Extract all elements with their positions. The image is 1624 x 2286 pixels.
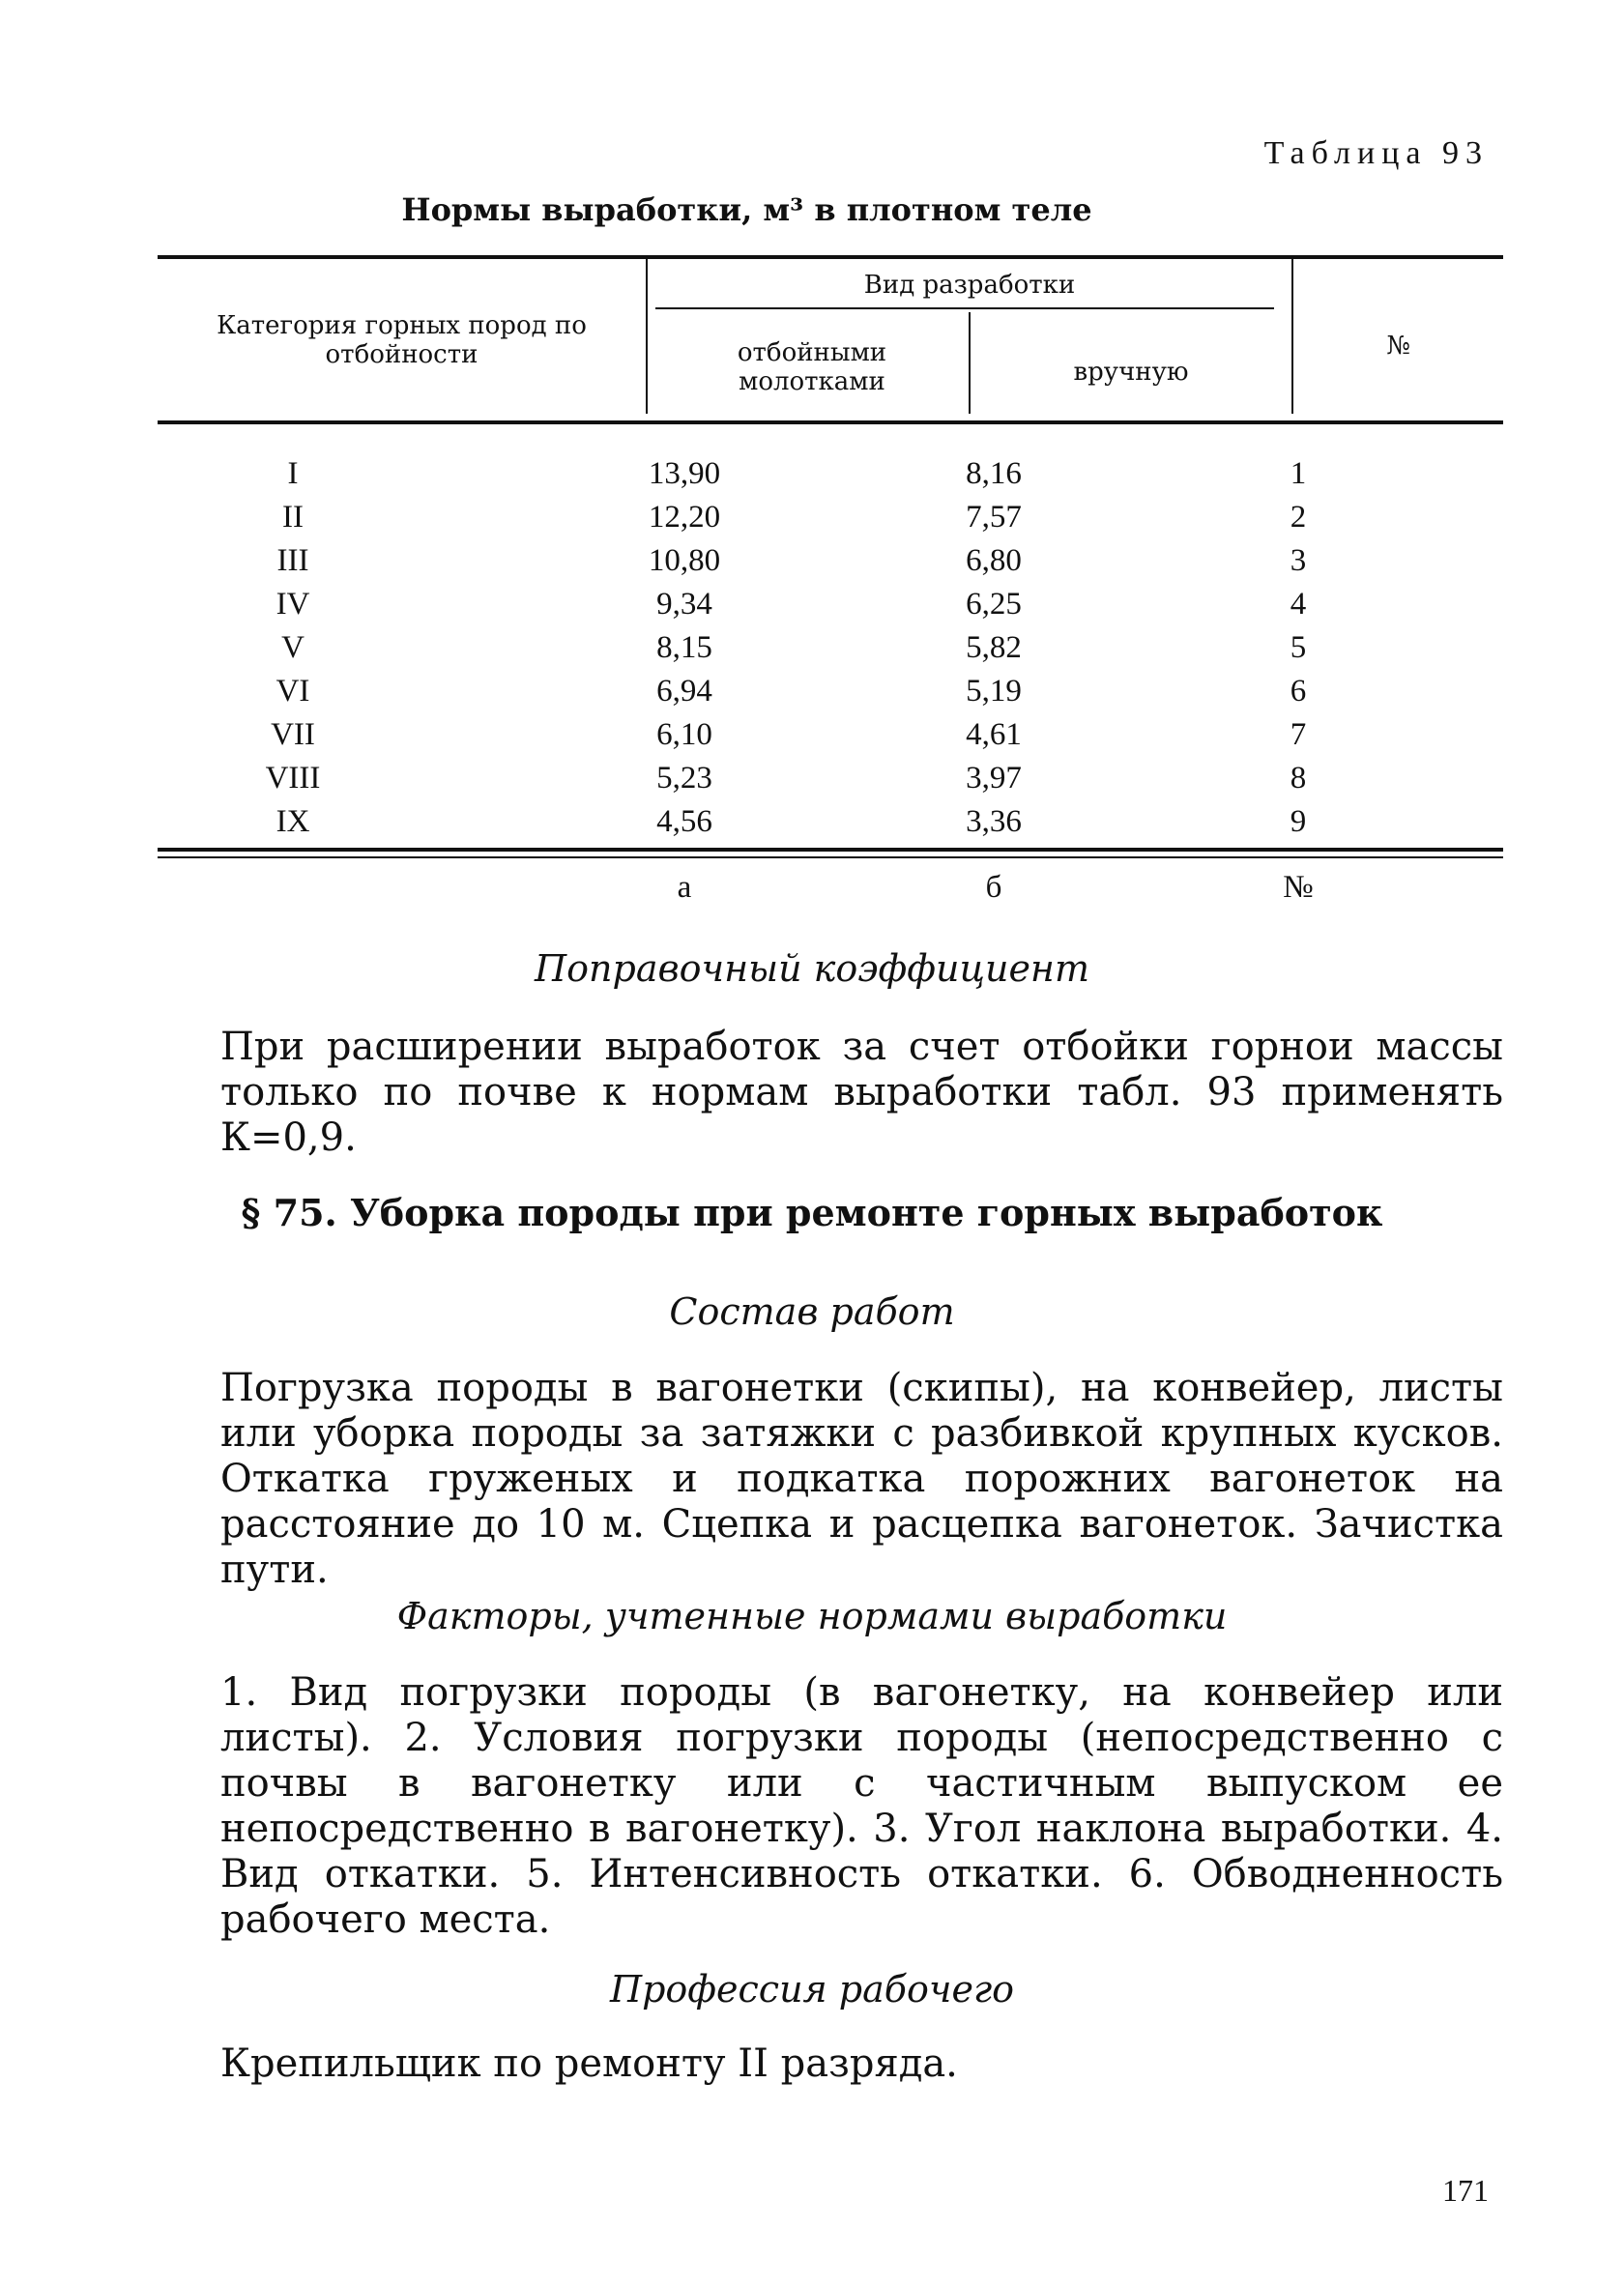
cell-category: VII bbox=[271, 717, 315, 752]
cell-a: 13,90 bbox=[648, 456, 721, 491]
table-row bbox=[158, 757, 1503, 800]
col-b-header: вручную bbox=[1073, 358, 1189, 387]
cell-b: 3,97 bbox=[966, 761, 1022, 796]
cell-category: I bbox=[287, 456, 299, 491]
table-row bbox=[158, 539, 1503, 583]
correction-paragraph: При расширении выработок за счет отбойки горнои массы только по почве к нормам выработки табл. 93 применять К=0,9. bbox=[220, 1025, 1503, 1160]
cell-num: 5 bbox=[1290, 630, 1307, 665]
cell-category: II bbox=[282, 500, 304, 535]
factors-text bbox=[155, 1670, 1503, 1943]
table-row bbox=[158, 583, 1503, 626]
table-title: Нормы выработки, м³ в плотном теле bbox=[401, 191, 1092, 228]
correction-heading: Поправочный коэффициент bbox=[535, 947, 1089, 990]
profession-paragraph: Крепильщик по ремонту II разряда. bbox=[220, 2041, 958, 2086]
cell-num: 3 bbox=[1290, 543, 1307, 578]
factors-heading: Факторы, учтенные нормами выработки bbox=[396, 1595, 1228, 1637]
table-label: Таблица 93 bbox=[1263, 135, 1489, 171]
table-row bbox=[158, 713, 1503, 757]
table-row bbox=[158, 496, 1503, 539]
composition-text bbox=[155, 1366, 1503, 1593]
cell-a: 8,15 bbox=[656, 630, 712, 665]
cell-num: 8 bbox=[1290, 761, 1307, 796]
correction-text bbox=[155, 1025, 1503, 1161]
cell-category: III bbox=[276, 543, 309, 578]
cell-num: 4 bbox=[1290, 587, 1307, 622]
factors-paragraph: 1. Вид погрузки породы (в вагонетку, на конвейер или листы). 2. Условия погрузки породы (непосредственно с почвы в вагонетку или с частичным выпуском ее непосредственно в вагонетку). 3. Угол наклона выработки. 4. Вид откатки. 5. Интенсивность откатки. 6. Обводненность рабочего места. bbox=[220, 1670, 1503, 1942]
cell-num: 9 bbox=[1290, 804, 1307, 839]
table-row bbox=[158, 452, 1503, 496]
cell-category: VI bbox=[276, 674, 310, 709]
cell-b: 5,19 bbox=[966, 674, 1022, 709]
cell-category: IX bbox=[276, 804, 310, 839]
cell-category: V bbox=[281, 630, 304, 665]
footer-a: а bbox=[677, 870, 692, 905]
cell-b: 5,82 bbox=[966, 630, 1022, 665]
cell-a: 6,94 bbox=[656, 674, 712, 709]
table-footer bbox=[158, 866, 1503, 910]
cell-a: 6,10 bbox=[656, 717, 712, 752]
profession-text bbox=[155, 2041, 1503, 2087]
table-bottom-rule-2 bbox=[158, 856, 1503, 858]
table-row bbox=[158, 626, 1503, 670]
page-number: 171 bbox=[1442, 2173, 1489, 2208]
col-a-header: отбойными молотками bbox=[737, 338, 887, 396]
table-row bbox=[158, 800, 1503, 844]
composition-heading: Состав работ bbox=[669, 1290, 955, 1333]
cell-num: 2 bbox=[1290, 500, 1307, 535]
cell-a: 4,56 bbox=[656, 804, 712, 839]
cell-a: 10,80 bbox=[648, 543, 721, 578]
cell-num: 6 bbox=[1290, 674, 1307, 709]
cell-b: 6,25 bbox=[966, 587, 1022, 622]
table-top-rule bbox=[158, 255, 1503, 259]
cell-b: 3,36 bbox=[966, 804, 1022, 839]
composition-paragraph: Погрузка породы в вагонетки (скипы), на конвейер, листы или уборка породы за затяжки с разбивкой крупных кусков. Откатка груженых и подкатка порожних вагонеток на расстояние до 10 м. Сцепка и расцепка вагонеток. Зачистка пути. bbox=[220, 1366, 1503, 1592]
table-body bbox=[158, 452, 1503, 844]
cell-b: 7,57 bbox=[966, 500, 1022, 535]
cell-num: 7 bbox=[1290, 717, 1307, 752]
cell-num: 1 bbox=[1290, 456, 1307, 491]
table-row bbox=[158, 670, 1503, 713]
group-header-underline bbox=[655, 307, 1274, 309]
col-category-header: Категория горных пород по отбойности bbox=[217, 311, 587, 369]
footer-b: б bbox=[985, 870, 1002, 905]
table-header-rule bbox=[158, 420, 1503, 424]
cell-a: 5,23 bbox=[656, 761, 712, 796]
profession-heading: Профессия рабочего bbox=[609, 1968, 1015, 2011]
cell-b: 4,61 bbox=[966, 717, 1022, 752]
section-heading: § 75. Уборка породы при ремонте горных выработок bbox=[241, 1191, 1383, 1234]
cell-a: 9,34 bbox=[656, 587, 712, 622]
cell-category: IV bbox=[276, 587, 310, 622]
footer-num: № bbox=[1283, 870, 1314, 905]
cell-category: VIII bbox=[265, 761, 321, 796]
cell-b: 8,16 bbox=[966, 456, 1022, 491]
cell-a: 12,20 bbox=[648, 500, 721, 535]
cell-b: 6,80 bbox=[966, 543, 1022, 578]
col-num-header: № bbox=[1386, 332, 1410, 361]
group-header: Вид разработки bbox=[863, 271, 1076, 300]
table-bottom-rule bbox=[158, 848, 1503, 852]
